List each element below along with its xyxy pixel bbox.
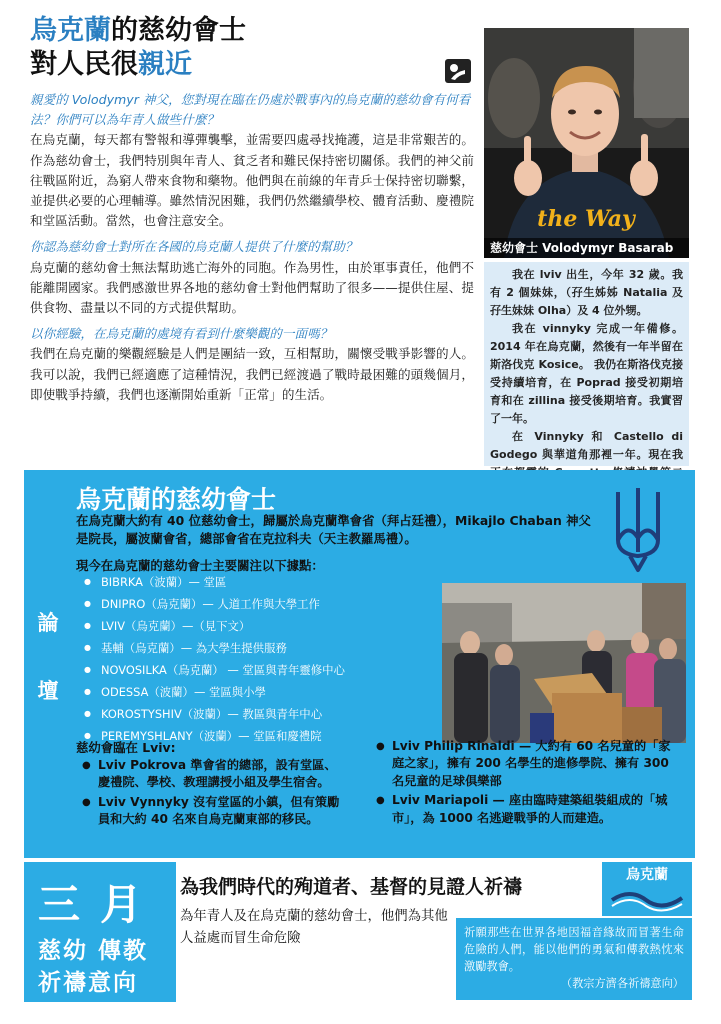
- title-line-1: [30, 14, 470, 48]
- answer-1: 在烏克蘭，每天都有警報和導彈襲擊，並需要四處尋找掩護，這是非常艱苦的。作為慈幼會士，我們特別與年青人、貧乏者和難民保持密切關係。我們的神父前往戰區附近，為窮人帶來食物和藥物。他們與在前線的年青乒士保持密切聯繫，並提供必要的心理輔導。雖然情況困難，我們仍然繼續學校、體育活動、慶禮院和堂區活動。當然，也會注意安全。: [30, 132, 474, 229]
- portrait-caption: 慈幼會士 Volodymyr Basarab: [484, 238, 689, 258]
- question-1: 親愛的 Volodymyr 神父，您對現在臨在仍處於戰事內的烏克蘭的慈幼會有何看法？你們可以為年青人做些什麼？: [30, 92, 471, 128]
- list-item: ● NOVOSILKA（烏克蘭） — 堂區與青年靈修中心: [84, 660, 345, 682]
- month-label: 三月: [38, 880, 163, 929]
- swoosh-icon: [610, 886, 684, 912]
- list-item: ● PEREMYSHLANY（波蘭）— 堂區和慶禮院: [84, 726, 345, 748]
- answer-3: 我們在烏克蘭的樂觀經驗是人們是團結一致，互相幫助，關懷受戰爭影響的人。我可以說，我們已經適應了這種情況，我們已經渡過了戰時最困難的頭幾個月，即使戰爭持續，我們也逐漸開始重新「正常」的生活。: [30, 346, 474, 402]
- list-item: ● Lviv Philip Rinaldi — 大約有 60 名兒童的「家庭之家」，擁有 200 名學生的進修學院、擁有 300 名兒童的足球俱樂部: [374, 738, 674, 790]
- month-panel: [24, 862, 176, 1002]
- forum-side-label: [32, 606, 64, 742]
- badge-label: 烏克蘭: [626, 867, 668, 883]
- aid-distribution-photo: [442, 583, 686, 743]
- title-line1-rest: 的慈幼會士: [111, 15, 246, 46]
- list-item: ● DNIPRO（烏克蘭）— 人道工作與大學工作: [84, 594, 345, 616]
- list-item: ● KOROSTYSHIV（波蘭）— 教區與青年中心: [84, 704, 345, 726]
- band-intro: 在烏克蘭大約有 40 位慈幼會士，歸屬於烏克蘭準會省（拜占廷禮），Mikajlo Chaban 神父是院長，屬波蘭會省，總部會省在克拉科夫（天主教羅馬禮）。: [76, 513, 591, 546]
- question-3: 以你經驗，在烏克蘭的處境有看到什麼樂觀的一面嗎？: [30, 326, 333, 342]
- band-title: 烏克蘭的慈幼會士: [76, 485, 277, 514]
- list-item: ● ODESSA（波蘭）— 堂區與小學: [84, 682, 345, 704]
- list-item: ● Lviv Pokrova 準會省的總部，設有堂區、慶禮院、學校、教理講授小組及學生宿舍。: [80, 757, 346, 792]
- list-item: ● Lviv Mariapoli — 座由臨時建築組裝組成的「城市」，為 1000 名逃避戰爭的人而建造。: [374, 792, 674, 827]
- interview-article: [30, 90, 474, 411]
- title-line2-blue: 親近: [138, 49, 192, 80]
- list-item: ● LVIV（烏克蘭）—（見下文）: [84, 616, 345, 638]
- list-item: ● 基輔（烏克蘭）— 為大學生提供服務: [84, 638, 345, 660]
- intent-label-line-1: 慈幼 傳教: [38, 938, 149, 964]
- lviv-list-left: [80, 757, 346, 831]
- lviv-heading: 慈幼會臨在 Lviv:: [76, 740, 176, 755]
- pope-intention-box: [456, 918, 692, 1000]
- bio-box: [484, 262, 689, 466]
- bio-paragraph-1: 我在 lviv 出生，今年 32 歲。我有 2 個妹妹，（孖生姊姊 Natalia 及孖生妹妹 Olha）及 4 位外甥。: [490, 268, 683, 317]
- title-line1-blue: 烏克蘭: [30, 15, 111, 46]
- aid-photo-illustration: [442, 583, 686, 743]
- pope-intention-text: 祈願那些在世界各地因福音緣故而冒著生命危險的人們，能以他們的勇氣和傳教熱忱來激勵教會。: [464, 926, 684, 973]
- list-item: ● Lviv Vynnyky 沒有堂區的小鎮，但有策勵員和大約 40 名來自烏克蘭東部的移民。: [80, 794, 346, 829]
- shirt-text: the Way: [537, 206, 635, 232]
- band-subtitle: 現今在烏克蘭的慈幼會士主要關注以下據點：: [76, 558, 324, 573]
- trident-icon: [610, 482, 666, 574]
- side-label-char-1: 論: [37, 611, 59, 635]
- prayer-title: 為我們時代的殉道者、基督的見證人祈禱: [180, 876, 523, 898]
- list-item: ● BIBRKA（波蘭）— 堂區: [84, 572, 345, 594]
- speech-bubble-icon: [444, 58, 472, 84]
- salesians-band: [24, 470, 695, 858]
- ukraine-badge: [602, 862, 692, 916]
- title-line2-start: 對人民很: [30, 49, 138, 80]
- page-title: [30, 14, 470, 82]
- answer-2: 烏克蘭的慈幼會士無法幫助逃亡海外的同胞。作為男性，由於軍事責任，他們不能離開國家。我們感激世界各地的慈幼會士對他們幫助了很多——提供住屋、提供食物、盡量以不同的方式提供幫助。: [30, 259, 474, 316]
- pope-intention-source: （教宗方濟各祈禱意向）: [560, 977, 684, 990]
- intent-label-line-2: 祈禱意向: [38, 970, 138, 996]
- bio-paragraph-3: 在 Vinnyky 和 Castello di Godego 與華道角那裡一年。現在我: [490, 430, 683, 461]
- prayer-text: 為年青人及在烏克蘭的慈幼會士，他們為其他人益處而冒生命危險: [180, 909, 448, 946]
- lviv-list-right: [374, 738, 674, 829]
- places-list: [84, 572, 345, 748]
- side-label-char-2: 壇: [37, 679, 59, 703]
- bio-paragraph-2: 我在 vinnyky 完成一年備修。2014 年在烏克蘭，然後有一年半留在斯洛伐克 Kosice。 我仍在斯洛伐克接受持續培育，在 Poprad 接受初期培育和在 zillina 接受後期培育。我實習了一年。: [490, 322, 683, 425]
- question-2: 你認為慈幼會士對所在各國的烏克蘭人提供了什麼的幫助？: [30, 239, 358, 255]
- title-line-2: [30, 48, 470, 82]
- prayer-section: [24, 862, 695, 1002]
- portrait-photo: [484, 28, 689, 258]
- portrait-illustration: [484, 28, 689, 258]
